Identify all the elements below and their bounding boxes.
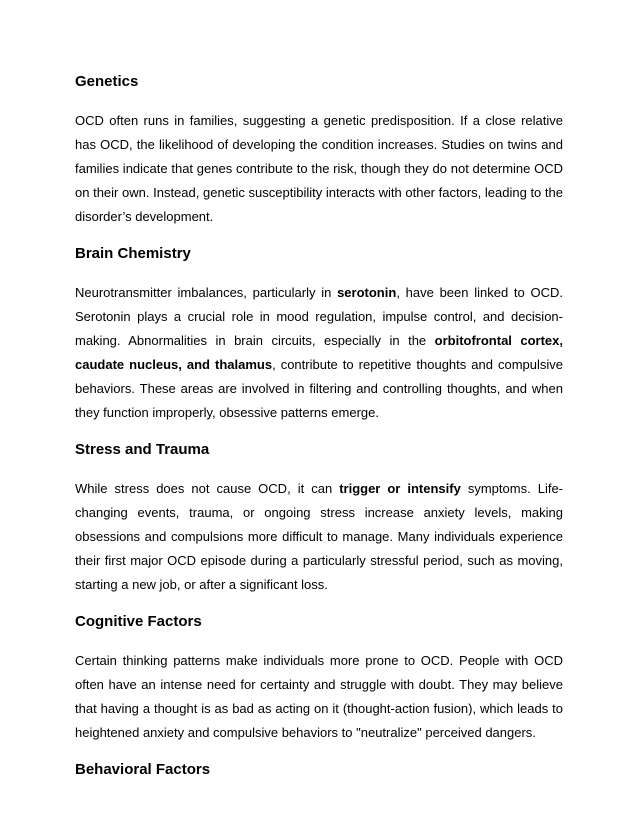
- text-run: Certain thinking patterns make individuals more prone to OCD. People with OCD often have an intense need for certainty and struggle with doubt. They may believe that having a thought is as bad as acting on it (thought-action fusion), which leads to heightened anxiety and compulsive behaviors to "neutralize" perceived dangers.: [75, 653, 563, 740]
- bold-text-run: trigger or intensify: [339, 481, 461, 496]
- section-heading: Brain Chemistry: [75, 245, 191, 262]
- bold-text-run: orbitofrontal cortex, caudate nucleus, and thalamus: [75, 333, 563, 372]
- text-run: , contribute to repetitive thoughts and compulsive behaviors. These areas are involved in filtering and controlling thoughts, and when they function improperly, obsessive patterns emerge.: [75, 357, 563, 420]
- section-stress-and-trauma: [75, 440, 563, 597]
- section-heading: Behavioral Factors: [75, 761, 211, 778]
- text-run: Neurotransmitter imbalances, particularly in: [75, 285, 338, 300]
- section-behavioral-factors: [75, 760, 563, 780]
- bold-text-run: serotonin: [337, 285, 397, 300]
- section-heading: Genetics: [75, 73, 139, 90]
- document-page: [75, 72, 563, 797]
- section-heading: Cognitive Factors: [75, 613, 202, 630]
- text-run: OCD often runs in families, suggesting a genetic predisposition. If a close relative has OCD, the likelihood of developing the condition increases. Studies on twins and families indicate that genes contribute to the risk, though they do not determine OCD on their own. Instead, genetic susceptibility interacts with other factors, leading to the disorder’s development.: [75, 113, 563, 224]
- section-paragraph: [75, 281, 563, 425]
- section-cognitive-factors: [75, 612, 563, 745]
- section-paragraph: [75, 649, 563, 745]
- section-heading: Stress and Trauma: [75, 441, 210, 458]
- section-paragraph: [75, 477, 563, 597]
- section-genetics: [75, 72, 563, 229]
- text-run: symptoms. Life-changing events, trauma, or ongoing stress increase anxiety levels, making obsessions and compulsions more difficult to manage. Many individuals experience their first major OCD episode during a particularly stressful period, such as moving, starting a new job, or after a significant loss.: [75, 481, 563, 592]
- text-run: , have been linked to OCD. Serotonin plays a crucial role in mood regulation, impulse control, and decision-making. Abnormalities in brain circuits, especially in the: [75, 285, 563, 348]
- section-brain-chemistry: [75, 244, 563, 425]
- section-paragraph: [75, 109, 563, 229]
- text-run: While stress does not cause OCD, it can: [75, 481, 340, 496]
